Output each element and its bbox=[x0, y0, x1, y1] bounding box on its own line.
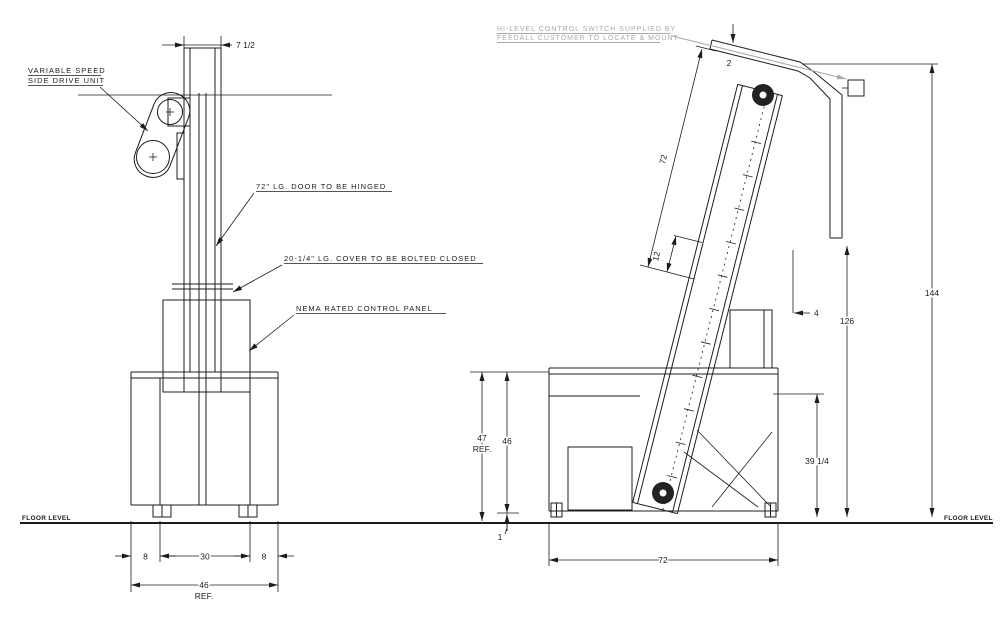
dim-head-cap bbox=[727, 24, 733, 68]
inclined-conveyor bbox=[633, 84, 783, 514]
access-panel bbox=[568, 447, 632, 510]
door-label: 72" LG. DOOR TO BE HINGED bbox=[256, 182, 387, 191]
dim-infeed-height-text: 39 1/4 bbox=[805, 456, 829, 466]
side-panel-box bbox=[730, 310, 772, 368]
dim-discharge-height bbox=[840, 246, 854, 517]
panel-leader bbox=[249, 315, 294, 351]
dim-base-height-ref-text: 47 bbox=[477, 433, 487, 443]
note-line1: HI-LEVEL CONTROL SWITCH SUPPLIED BY bbox=[497, 26, 677, 33]
dim-lower-section bbox=[650, 236, 702, 273]
callout-hinged-door bbox=[216, 182, 392, 246]
conveyor-head bbox=[710, 40, 864, 238]
base-feet bbox=[153, 505, 257, 517]
front-elevation-view bbox=[28, 36, 483, 601]
dim-base-heights bbox=[470, 372, 549, 542]
dim-discharge-height-text: 126 bbox=[839, 316, 855, 326]
support-braces bbox=[684, 430, 772, 507]
dim-base-length-text: 72 bbox=[658, 555, 668, 565]
cover-leader bbox=[233, 265, 282, 292]
floor-level-label-left: FLOOR LEVEL bbox=[22, 515, 71, 522]
dim-head-cap-text: 2 bbox=[726, 58, 732, 68]
dim-base-height-text: 46 bbox=[502, 436, 512, 446]
elevator-column bbox=[78, 48, 332, 505]
base-hopper-front bbox=[131, 372, 278, 517]
drive-unit-leader bbox=[100, 87, 148, 131]
dim-base-pad-text: 1 bbox=[497, 532, 503, 542]
floor-level-label-right: FLOOR LEVEL bbox=[944, 515, 993, 522]
dim-infeed-height bbox=[773, 394, 829, 517]
dim-overall-height bbox=[802, 64, 939, 517]
dim-door-length-text: 72 bbox=[657, 153, 670, 166]
note-leader bbox=[672, 36, 846, 79]
drive-unit-label-line1: VARIABLE SPEED bbox=[28, 66, 106, 75]
cover-label: 20-1/4" LG. COVER TO BE BOLTED CLOSED bbox=[284, 254, 477, 263]
drive-unit-label-line2: SIDE DRIVE UNIT bbox=[28, 76, 106, 85]
dim-column-width bbox=[162, 36, 255, 52]
head-cover bbox=[710, 40, 842, 238]
callout-bolted-cover bbox=[233, 254, 483, 292]
hi-level-switch-note bbox=[497, 26, 846, 79]
belt-line bbox=[663, 92, 768, 510]
dim-door-length bbox=[640, 46, 716, 279]
dim-lower-section-text: 12 bbox=[650, 250, 663, 263]
callout-drive-unit bbox=[28, 66, 148, 131]
dim-overall-width-text: 46 bbox=[199, 580, 209, 590]
panel-label: NEMA RATED CONTROL PANEL bbox=[296, 304, 433, 313]
note-line2: FEEDALL CUSTOMER TO LOCATE & MOUNT bbox=[497, 35, 679, 42]
dim-head-offset bbox=[793, 250, 819, 318]
hi-level-switch-box bbox=[848, 80, 864, 96]
dim-base-length bbox=[549, 522, 778, 566]
side-elevation-view bbox=[470, 24, 939, 566]
dim-base-height-ref-suffix-text: REF. bbox=[472, 444, 492, 454]
callout-nema-panel bbox=[249, 304, 446, 351]
dim-overall-width-ref-text: REF. bbox=[194, 591, 214, 601]
dim-right-foot-text: 8 bbox=[261, 551, 267, 562]
side-drive-unit bbox=[129, 87, 195, 182]
belt-guard bbox=[129, 87, 195, 182]
dim-column-width-text: 7 1/2 bbox=[236, 40, 255, 50]
dim-head-offset-text: 4 bbox=[814, 308, 819, 318]
dim-left-foot-text: 8 bbox=[143, 551, 148, 562]
dim-base-widths bbox=[115, 521, 294, 601]
dim-feet-span-text: 30 bbox=[200, 551, 210, 562]
dim-overall-height-text: 144 bbox=[924, 288, 940, 298]
mount-plate bbox=[177, 133, 184, 179]
door-leader bbox=[216, 193, 254, 246]
